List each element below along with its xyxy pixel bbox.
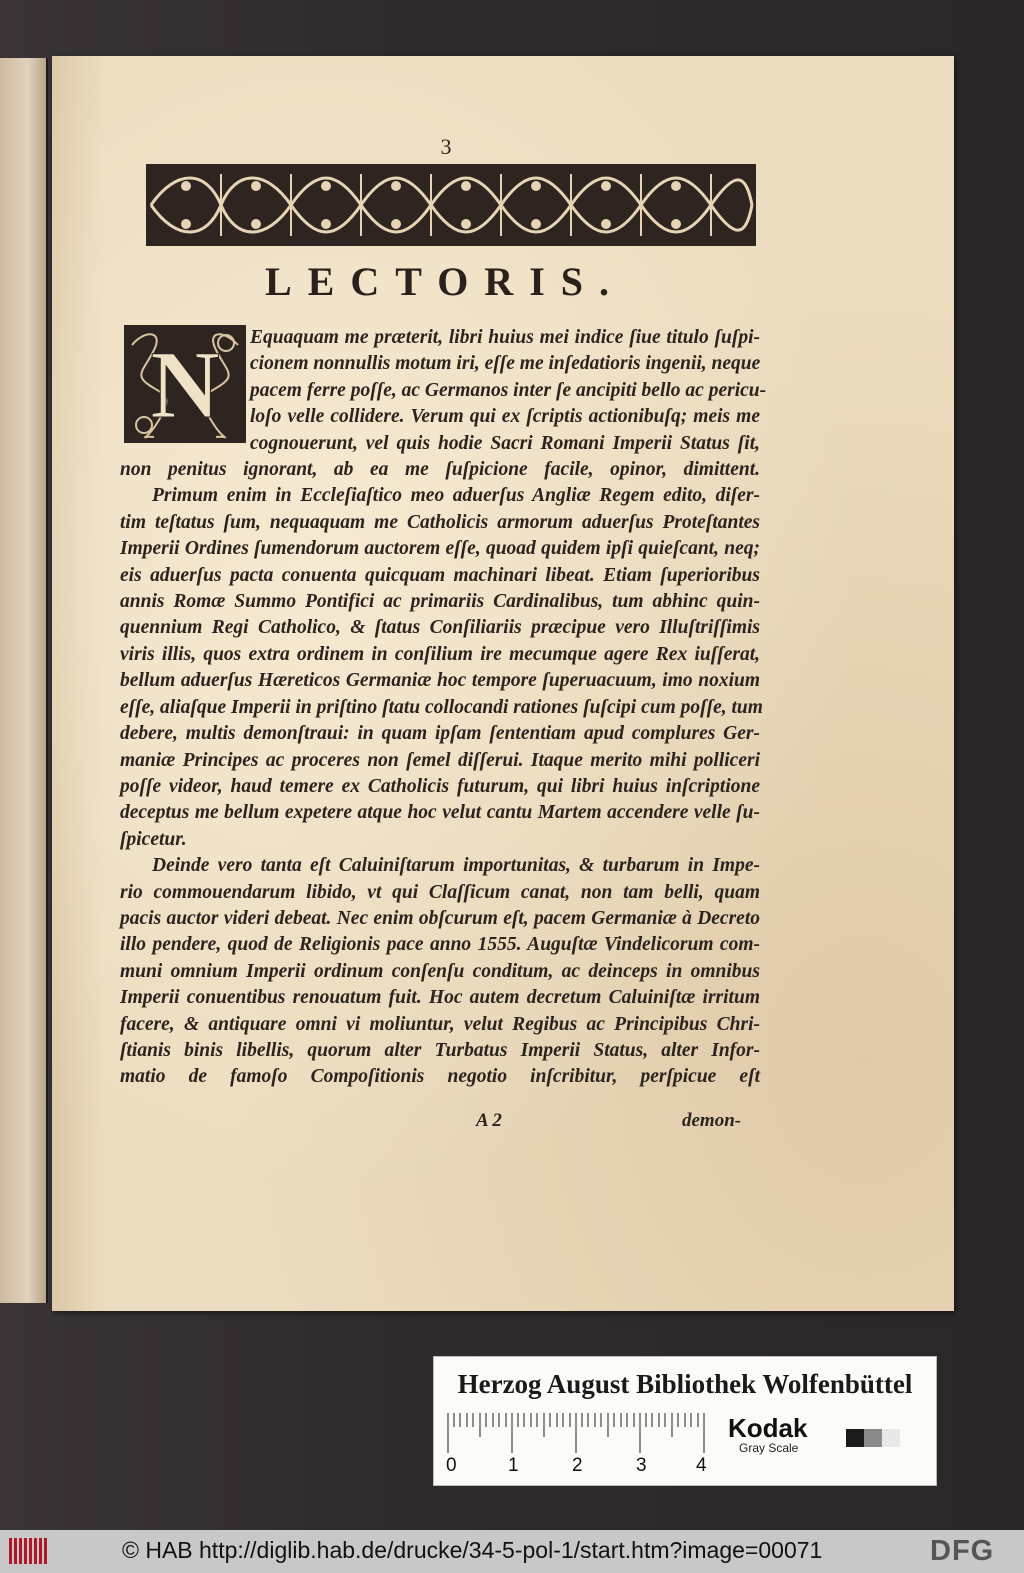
source-url[interactable]: © HAB http://diglib.hab.de/drucke/34-5-pol-1/start.htm?image=00071 (122, 1537, 823, 1563)
ruler-number: 1 (508, 1455, 519, 1476)
text-line: matio de famoſo Compoſitionis negotio inſcribitur, perſpicue eſt (120, 1066, 760, 1088)
text-line: poſſe videor, haud temere ex Catholicis futurum, qui libri huius inſcriptione (120, 775, 760, 797)
text-line: rio commouendarum libido, vt qui Claſſicum canat, non tam belli, quam (120, 881, 760, 903)
section-heading: LECTORIS. (264, 259, 625, 304)
text-line: facere, & antiquare omni vi moliuntur, velut Regibus ac Principibus Chri- (120, 1013, 760, 1035)
text-line: pacem ferre poſſe, ac Germanos inter ſe ancipiti bello ac pericu- (250, 379, 767, 401)
previous-page-edge (0, 58, 48, 1303)
gray-swatch-light (882, 1429, 900, 1447)
ruler-scale (446, 1413, 716, 1453)
text-line: muni omnium Imperii ordinum conſenſu conditum, ac deinceps in omnibus (120, 960, 760, 982)
text-line: Imperii conuentibus renouatum fuit. Hoc autem decretum Caluiniſtæ irritum (120, 987, 760, 1009)
text-line: eſſe, aliaſque Imperii in priſtino ſtatu collocandi rationes ſuſcipi cum poſſe, tum (120, 696, 763, 718)
catchword: demon- (682, 1110, 742, 1131)
gray-swatch-black (846, 1429, 864, 1447)
text-line: Deinde vero tanta eſt Caluiniſtarum importunitas, & turbarum in Impe- (152, 855, 760, 877)
ruler-number: 4 (696, 1455, 707, 1476)
text-line: Imperii Ordines ſumendorum auctorem eſſe, quoad quidem ipſi quieſcant, neq; (120, 538, 760, 560)
text-line: eis aduerſus pacta conuenta quicquam machinari libeat. Etiam ſuperioribus (120, 564, 760, 586)
signature-mark: A 2 (476, 1110, 502, 1131)
text-line: quennium Regi Catholico, & ſtatus Conſiliariis præcipue vero Illuſtriſſimis (120, 617, 760, 639)
text-line: bellum aduerſus Hæreticos Germaniæ hoc tempore ſuperuacuum, imo noxium (120, 670, 760, 692)
text-line: cionem nonnullis motum iri, eſſe me inſedatioris ingenii, neque (250, 353, 761, 375)
ruler-number: 2 (572, 1455, 583, 1476)
text-line: maniæ Principes ac proceres non ſemel diſſerui. Itaque merito mihi polliceri (120, 749, 760, 771)
ornament-band (146, 164, 756, 246)
text-line: illo pendere, quod de Religionis pace anno 1555. Auguſtæ Vindelicorum com- (120, 934, 760, 956)
page-number: 3 (440, 134, 452, 159)
text-line: ſpicetur. (120, 828, 187, 850)
text-line: debere, multis demonſtraui: in quam ipſam ſententiam apud complures Ger- (120, 723, 760, 745)
ruler-number: 0 (446, 1455, 457, 1476)
text-line: deceptus me bellum expetere atque hoc velut cantu Martem accendere velle ſu- (120, 802, 760, 824)
library-name: Herzog August Bibliothek Wolfenbüttel (457, 1369, 913, 1399)
color-calibration-card (433, 1356, 937, 1486)
ruler-number: 3 (636, 1455, 647, 1476)
text-line: cognouerunt, vel quis hodie Sacri Romani Imperii Status ſit, (250, 432, 760, 454)
viewer-footer-bar (0, 1530, 1024, 1573)
text-line: pacis auctor videri debeat. Nec enim obſcurum eſt, pacem Germaniæ à Decreto (120, 907, 760, 929)
text-line: non penitus ignorant, ab ea me ſuſpicione facile, opinor, dimittent. (120, 459, 760, 481)
text-line: Equaquam me præterit, libri huius mei indice ſiue titulo ſuſpi- (250, 327, 760, 348)
text-line: annis Romæ Summo Pontifici ac primariis Cardinalibus, tum abhinc quin- (120, 591, 760, 613)
dfg-logo: DFG (930, 1535, 995, 1567)
body-text (120, 325, 767, 1091)
kodak-logo: Kodak (728, 1413, 808, 1443)
text-line: ſtianis binis libellis, quorum alter Turbatus Imperii Status, alter Infor- (120, 1039, 760, 1061)
text-line: viris illis, quos extra ordinem in conſilium ire mecumque agere Rex iuſſerat, (120, 643, 760, 665)
text-line: tim teſtatus ſum, nequaquam me Catholicis armorum aduerſus Proteſtantes (120, 511, 760, 533)
text-line: loſo velle collidere. Verum qui ex ſcriptis actionibuſq; meis me (250, 406, 760, 428)
hab-logo-icon (8, 1536, 48, 1566)
gray-scale-label: Gray Scale (739, 1441, 799, 1455)
text-line: Primum enim in Eccleſiaſtico meo aduerſus Angliæ Regem edito, diſer- (152, 485, 760, 507)
svg-text:N: N (150, 331, 220, 438)
gray-swatch-mid (864, 1429, 882, 1447)
